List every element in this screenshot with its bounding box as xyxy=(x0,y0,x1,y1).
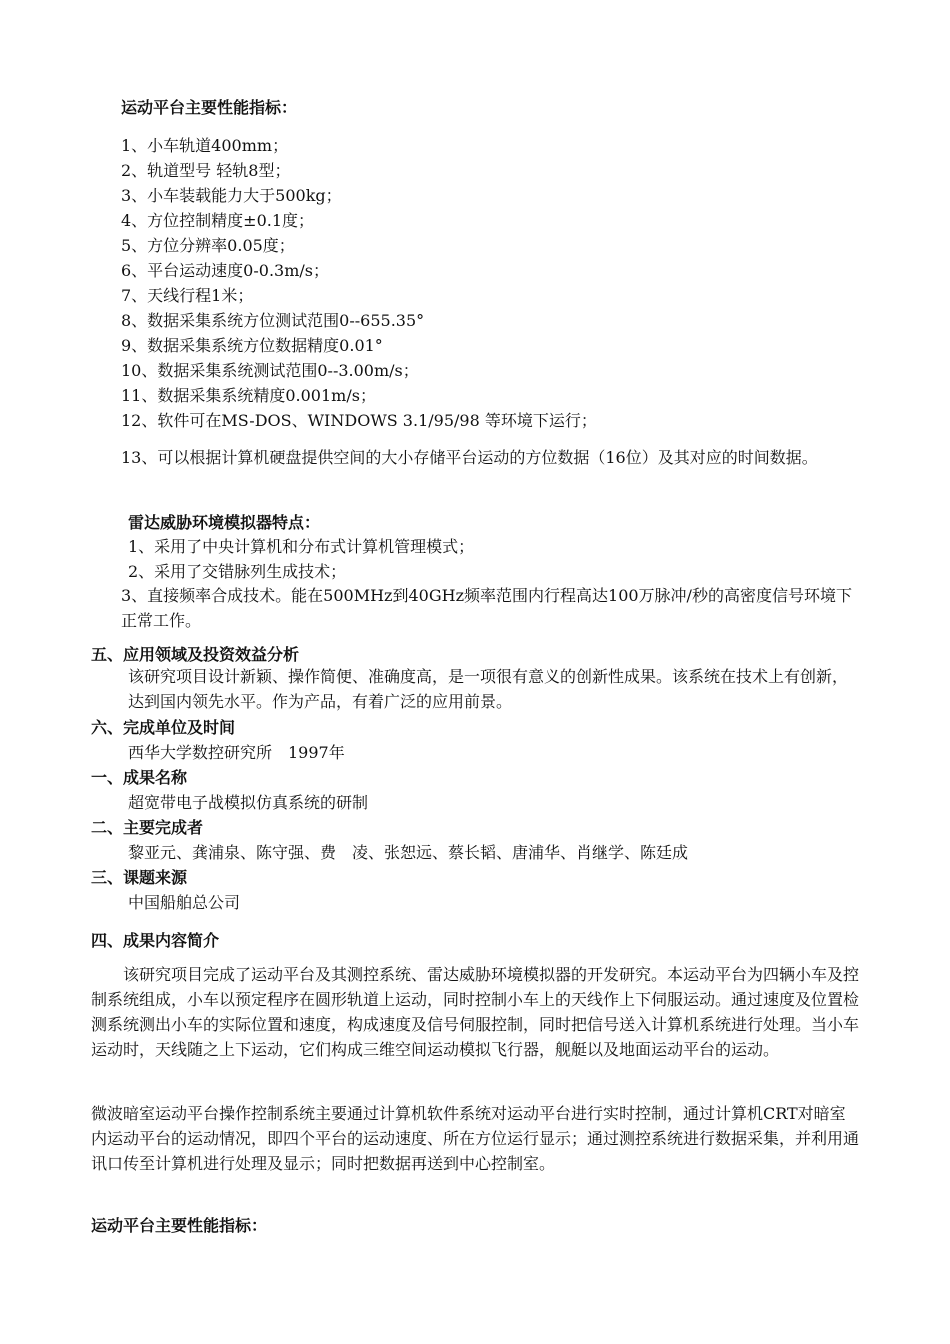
feature-item: 2、采用了交错脉列生成技术； xyxy=(128,562,347,581)
achievement-name-text: 超宽带电子战模拟仿真系统的研制 xyxy=(128,793,369,812)
spec-item: 11、数据采集系统精度0.001m/s； xyxy=(121,386,376,405)
section-title-radar-simulator: 雷达威胁环境模拟器特点： xyxy=(128,513,321,532)
feature-item: 1、采用了中央计算机和分布式计算机管理模式； xyxy=(128,537,475,556)
spec-item: 2、轨道型号 轻轨8型； xyxy=(121,161,291,180)
spec-item: 5、方位分辨率0.05度； xyxy=(121,236,295,255)
section-heading-project-source: 三、课题来源 xyxy=(91,868,188,887)
content-summary-paragraph: 微波暗室运动平台操作控制系统主要通过计算机软件系统对运动平台进行实时控制，通过计算机CRT对暗室内运动平台的运动情况，即四个平台的运动速度、所在方位运行显示；通过测控系统进行数据采集，并利用通讯口传至计算机进行处理及显示；同时把数据再送到中心控制室。 xyxy=(91,1104,860,1173)
spec-item: 6、平台运动速度0-0.3m/s； xyxy=(121,261,329,280)
content-summary-paragraph: 该研究项目完成了运动平台及其测控系统、雷达威胁环境模拟器的开发研究。本运动平台为四辆小车及控制系统组成，小车以预定程序在圆形轨道上运动，同时控制小车上的天线作上下伺服运动。通过速度及位置检测系统测出小车的实际位置和速度，构成速度及信号伺服控制，同时把信号送入计算机系统进行处理。当小车运动时，天线随之上下运动，它们构成三维空间运动模拟飞行器，舰艇以及地面运动平台的运动。 xyxy=(91,965,860,1059)
feature-item: 3、直接频率合成技术。能在500MHz到40GHz频率范围内行程高达100万脉冲/秒的高密度信号环境下正常工作。 xyxy=(121,586,852,630)
application-text: 该研究项目设计新颖、操作简便、准确度高，是一项很有意义的创新性成果。该系统在技术上有创新，达到国内领先水平。作为产品，有着广泛的应用前景。 xyxy=(128,667,849,711)
section-title-platform-specs: 运动平台主要性能指标： xyxy=(121,98,298,117)
main-contributors-text: 黎亚元、龚浦泉、陈守强、费 凌、张恕远、蔡长韬、唐浦华、肖继学、陈廷成 xyxy=(128,843,689,862)
spec-item: 3、小车装载能力大于500kg； xyxy=(121,186,342,205)
section-heading-achievement-name: 一、成果名称 xyxy=(91,768,188,787)
spec-item: 12、软件可在MS-DOS、WINDOWS 3.1/95/98 等环境下运行； xyxy=(121,411,597,430)
spec-item: 1、小车轨道400mm； xyxy=(121,136,289,155)
spec-item: 9、数据采集系统方位数据精度0.01° xyxy=(121,336,383,355)
spec-item: 10、数据采集系统测试范围0--3.00m/s； xyxy=(121,361,419,380)
section-heading-main-contributors: 二、主要完成者 xyxy=(91,818,204,837)
section-title-platform-specs-footer: 运动平台主要性能指标： xyxy=(91,1216,268,1235)
spec-item: 8、数据采集系统方位测试范围0--655.35° xyxy=(121,311,425,330)
spec-item: 13、可以根据计算机硬盘提供空间的大小存储平台运动的方位数据（16位）及其对应的时间数据。 xyxy=(121,448,818,467)
section-heading-application: 五、应用领域及投资效益分析 xyxy=(91,645,300,664)
spec-item: 4、方位控制精度±0.1度； xyxy=(121,211,315,230)
spec-item: 7、天线行程1米； xyxy=(121,286,254,305)
project-source-text: 中国船舶总公司 xyxy=(128,893,241,912)
section-heading-content-summary: 四、成果内容简介 xyxy=(91,931,220,950)
section-heading-unit-time: 六、完成单位及时间 xyxy=(91,718,236,737)
unit-time-text: 西华大学数控研究所 1997年 xyxy=(128,743,345,762)
